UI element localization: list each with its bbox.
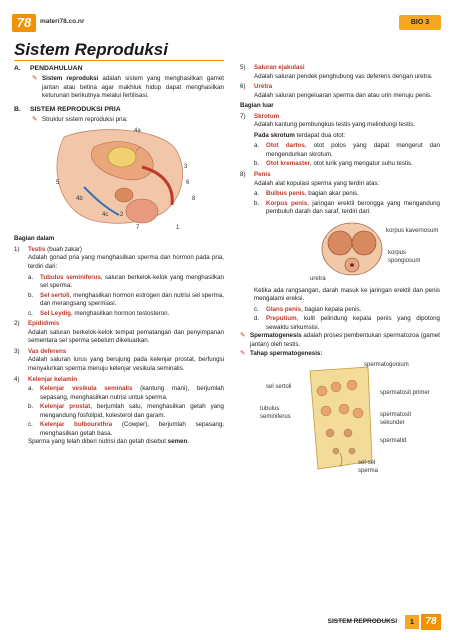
fig-label-sel-sertoli: sel sertoli <box>266 383 292 390</box>
fig-label-sel-sel-sperma: sel-sel sperma <box>358 459 379 474</box>
fig-label: 8 <box>192 196 196 203</box>
page-header <box>12 14 441 32</box>
right-column <box>240 62 440 479</box>
penis-desc: Adalah alat kopulasi sperma yang terdiri atas: <box>254 179 380 187</box>
fig-label: 4c <box>102 212 109 219</box>
fig-label-spermatosit-primer: spermatosit primer <box>380 389 430 396</box>
tahap-label: ✎ Tahap spermatogenesis: <box>240 349 323 357</box>
epididimis-desc: Adalah saluran berkelok-kelok tempat pematangan dan penyimpanan sementara sel sperma sebelum dikeluarkan. <box>28 328 224 345</box>
list-item: 4) Kelenjar kelamin <box>14 375 78 383</box>
skrotum-desc: Adalah kantung pembungkus testis yang melindungi testis. <box>254 121 415 129</box>
ereksi-desc: Ketika ada rangsangan, darah masuk ke jaringan erektil dan penis mengalami ereksi. <box>254 286 440 303</box>
page-footer <box>328 614 441 630</box>
bagian-luar-heading: Bagian luar <box>240 102 274 110</box>
fig-label: 6 <box>186 180 190 187</box>
penis-sublist-2: c. Glans penis, bagian kepala penis. d. Preputium, kulit pelindung kepala penis yang dipotong sewaktu sirkumsisi. <box>254 305 440 331</box>
section-a-heading: A. PENDAHULUAN <box>14 65 83 72</box>
anatomy-illustration <box>24 127 204 231</box>
fig-label-spermatid: spermatid <box>380 437 407 444</box>
site-name: materi78.co.nr <box>40 18 85 25</box>
penis-sublist: a. Bulbus penis, bagian akar penis. b. Korpus penis, jaringan erektil berongga yang mengandung pembuluh darah dan saraf, terdiri dari: <box>254 190 440 216</box>
list-item: 8) Penis <box>240 171 271 179</box>
kelenjar-sublist: a. Kelenjar vesikula seminalis (kantung mani), berjumlah sepasang, menghasilkan nutrisi untuk sperma. b. Kelenjar prostat, berjumlah satu, menghasilkan getah yang mengandung fosfolipid, kolesterol dan garam. c. Kelenjar bulbourethra (Cowper), berjumlah sepasang, menghasilkan getah basa. <box>28 385 225 437</box>
pencil-icon: ✎ <box>240 349 246 357</box>
page-title: Sistem Reproduksi <box>14 40 168 59</box>
uretra-desc: Adalah saluran pengeluaran sperma dan atau urin menuju penis. <box>254 91 432 99</box>
title-rule <box>14 60 224 61</box>
pencil-icon: ✎ <box>32 116 38 124</box>
penis-cross-section-diagram <box>240 219 440 285</box>
fig-label: 4b <box>76 196 83 203</box>
fig-label: 7 <box>136 225 140 232</box>
footer-title: SISTEM REPRODUKSI <box>327 617 397 625</box>
section-b-heading: B. SISTEM REPRODUKSI PRIA <box>14 106 121 114</box>
list-item: 3) Vas deferens <box>14 347 67 355</box>
subject-tag: BIO 3 <box>399 15 441 30</box>
list-item: 7) Skrotum <box>240 112 280 120</box>
vas-deferens-desc: Adalah saluran lurus yang berujung pada kelenjar prostat, berfungsi menyalurkan sperma menuju kelenjar vesikula seminalis. <box>28 356 224 373</box>
fig-label: 5 <box>56 180 60 187</box>
testis-desc: Adalah gonad pria yang menghasilkan sperma dan hormon pada pria, terdiri dari: <box>28 254 224 270</box>
semen-desc: Sperma yang telah diberi nutrisi dan getah disebut semen. <box>28 438 189 446</box>
otot-sublist: a. Otot dartos, otot polos yang dapat mengerut dan mengendurkan skrotum. b. Otot kremaster, otot lurik yang mengatur suhu testis. <box>254 142 440 168</box>
fig-label-uretra: uretra <box>310 275 326 282</box>
list-item: 2) Epididimis <box>14 320 60 328</box>
fig-label: 3 <box>184 164 188 171</box>
fig-label-korpus-spongiosum: korpus spongiosum <box>388 249 421 265</box>
spermatogenesis-diagram <box>240 361 440 479</box>
fig-label: 2 <box>120 212 124 219</box>
fig-label-spermatosit-sekunder: spermatosit sekunder <box>380 411 412 426</box>
pencil-icon: ✎ <box>240 332 246 340</box>
footer-logo: 78 <box>421 614 441 630</box>
left-column <box>14 62 224 449</box>
site-logo: 78 <box>12 14 36 32</box>
list-item: 6) Uretra <box>240 83 273 91</box>
skrotum-otot: Pada skrotum terdapat dua otot: <box>254 131 346 139</box>
spermatogenesis-def: ✎ Spermatogenesis adalah proses pembentukan spermatozoa (gamet jantan) oleh testis. <box>240 332 440 349</box>
fig-label: 1 <box>176 225 180 232</box>
fig-label: 4a <box>134 128 141 135</box>
section-a-text: ✎ Sistem reproduksi adalah sistem yang menghasilkan gamet jantan atau betina agar makhluk hidup dapat menghasilkan keturunan berikutnya melalui fertilisasi. <box>32 75 224 100</box>
bagian-dalam-heading: Bagian dalam <box>14 235 55 243</box>
ejakulasi-desc: Adalah saluran pendek penghubung vas deferens dengan uretra. <box>254 72 433 80</box>
page-number: 1 <box>405 615 419 629</box>
list-item: 5) Saluran ejakulasi <box>240 64 305 71</box>
struktur-label: ✎ Struktur sistem reproduksi pria: <box>32 116 128 124</box>
male-reproductive-diagram <box>24 127 204 231</box>
fig-label-korpus-kavernosum: korpus kavernosum <box>386 227 439 234</box>
fig-label-tubulus-seminiferus: tubulus seminiferus <box>260 405 291 420</box>
fig-label-spermatogonium: spermatogonium <box>364 361 409 368</box>
list-item: 1) Testis (buah zakar) <box>14 245 82 253</box>
testis-sublist: a. Tubulus seminiferus, saluran berkelok-kelok yang menghasilkan sel sperma. b. Sel sertoli, menghasilkan hormon estrogen dan nutrisi sel sperma, dan merangsang spermiasi. c. Sel Leydig, menghasilkan hormon testosteron. <box>28 273 224 317</box>
pencil-icon: ✎ <box>32 75 38 83</box>
